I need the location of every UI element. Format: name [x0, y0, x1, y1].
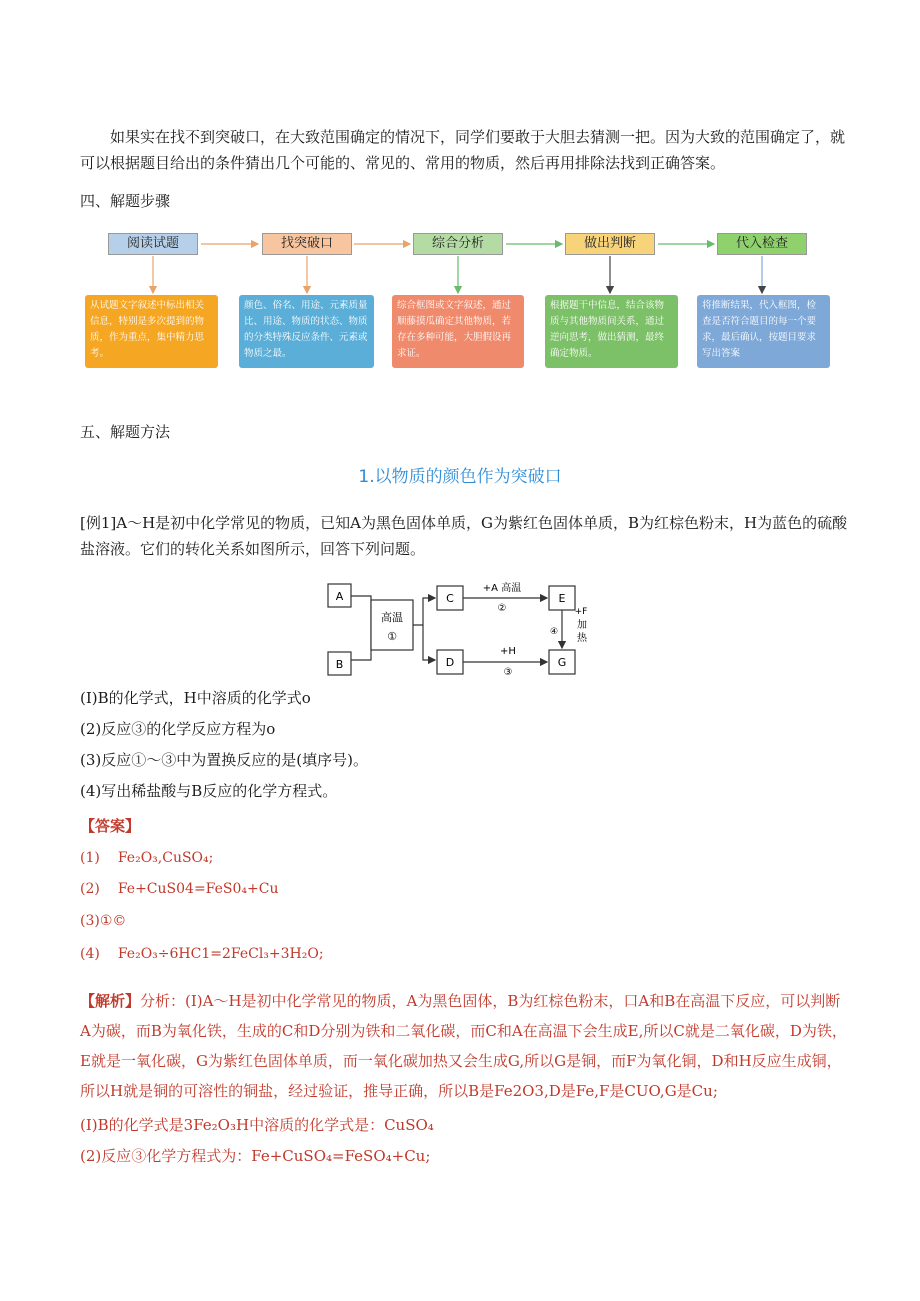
reaction-3-num: ③	[503, 667, 513, 678]
answer-num: (4)	[80, 946, 100, 962]
reaction-2-num: ②	[497, 603, 507, 614]
answer-line-4	[80, 946, 324, 962]
method-subtitle: 1.以物质的颜色作为突破口	[358, 467, 562, 487]
reaction-1-label: 高温	[381, 611, 403, 624]
answer-line-1	[80, 850, 213, 866]
answer-text: Fe₂O₃,CuSO₄;	[117, 850, 214, 866]
reaction-4-num: ④	[549, 627, 559, 637]
reaction-4-plus: +F	[574, 607, 588, 617]
step-breakthrough: 找突破口	[262, 233, 352, 255]
step-check: 代入检查	[717, 233, 807, 255]
answer-text: Fe₂O₃÷6HC1=2FeCl₃+3H₂O;	[117, 946, 324, 962]
step-analyze-desc: 综合框图或文字叙述，通过顺藤摸瓜确定其他物质，若存在多种可能，大胆假设再求证。	[392, 295, 524, 368]
reaction-4-label-2: 热	[577, 633, 587, 644]
question-4: (4)写出稀盐酸与B反应的化学方程式。	[80, 782, 338, 800]
reaction-4-label-1: 加	[577, 620, 587, 631]
step-read: 阅读试题	[108, 233, 198, 255]
node-e-label: E	[558, 592, 566, 605]
reaction-1-num: ①	[387, 630, 397, 643]
step-read-desc: 从试题文字叙述中标出相关信息，特别是多次提到的物质，作为重点，集中精力思考。	[85, 295, 218, 368]
node-d-label: D	[445, 656, 455, 669]
answer-line-2	[80, 881, 278, 897]
answer-num: (3)①©	[80, 913, 127, 929]
reaction-3-label: +H	[500, 646, 516, 657]
question-3: (3)反应①～③中为置换反应的是(填序号)。	[80, 751, 368, 769]
node-a-label: A	[335, 590, 344, 603]
node-b-label: B	[335, 658, 344, 671]
reaction-diagram	[325, 578, 595, 678]
node-c-label: C	[446, 592, 454, 605]
section-4-title: 四、解题步骤	[80, 192, 171, 210]
answer-text: Fe+CuS04=FeS0₄+Cu	[117, 881, 279, 897]
answer-num: (2)	[80, 881, 100, 897]
step-analyze: 综合分析	[413, 233, 503, 255]
step-breakthrough-desc: 颜色、俗名、用途、元素质量比、用途、物质的状态、物质的分类特殊反应条件、元素或物质之最。	[239, 295, 374, 368]
intro-paragraph: 如果实在找不到突破口，在大致范围确定的情况下，同学们要敢于大胆去猜测一把。因为大致的范围确定了，就可以根据题目给出的条件猜出几个可能的、常见的、常用的物质，然后再用排除法找到正确答案。	[80, 128, 846, 172]
analysis-label: 【解析】	[80, 992, 141, 1010]
analysis-line-2: (2)反应③化学方程式为：Fe+CuSO₄=FeSO₄+Cu;	[80, 1147, 431, 1165]
step-judge-desc: 根据题干中信息，结合该物质与其他物质间关系，通过逆向思考，做出猜测，最终确定物质。	[545, 295, 678, 368]
reaction-2-label: +A 高温	[482, 583, 522, 594]
section-5-title: 五、解题方法	[80, 423, 171, 441]
analysis-text: 分析：(I)A～H是初中化学常见的物质，A为黑色固体，B为红棕色粉末，口A和B在高温下反应，可以判断A为碳，而B为氧化铁，生成的C和D分别为铁和二氧化碳，而C和A在高温下会生成E,所以C就是二氧化碳，D为铁，E就是一氧化碳，G为紫红色固体单质，而一氧化碳加热又会生成G,所以G是铜，而F为氧化铜，D和H反应生成铜，所以H就是铜的可溶性的铜盐，经过验证，推导正确，所以B是Fe2O3,D是Fe,F是CUO,G是Cu;	[80, 992, 847, 1100]
question-1: (I)B的化学式，H中溶质的化学式o	[80, 689, 311, 707]
example-text: [例1]A～H是初中化学常见的物质，已知A为黑色固体单质，G为紫红色固体单质，B为红棕色粉末，H为蓝色的硫酸盐溶液。它们的转化关系如图所示，回答下列问题。	[80, 514, 848, 558]
step-judge: 做出判断	[565, 233, 655, 255]
answer-label: 【答案】	[80, 817, 141, 835]
answer-num: (1)	[80, 850, 100, 866]
question-2: (2)反应③的化学反应方程为o	[80, 720, 276, 738]
answer-line-3	[80, 913, 126, 929]
analysis-line-1: (I)B的化学式是3Fe₂O₃H中溶质的化学式是：CuSO₄	[80, 1116, 434, 1134]
analysis-paragraph	[80, 986, 850, 1106]
node-g-label: G	[557, 656, 567, 669]
step-check-desc: 将推断结果，代入框图，检查是否符合题目的每一个要求，最后确认，按题目要求写出答案	[697, 295, 830, 368]
